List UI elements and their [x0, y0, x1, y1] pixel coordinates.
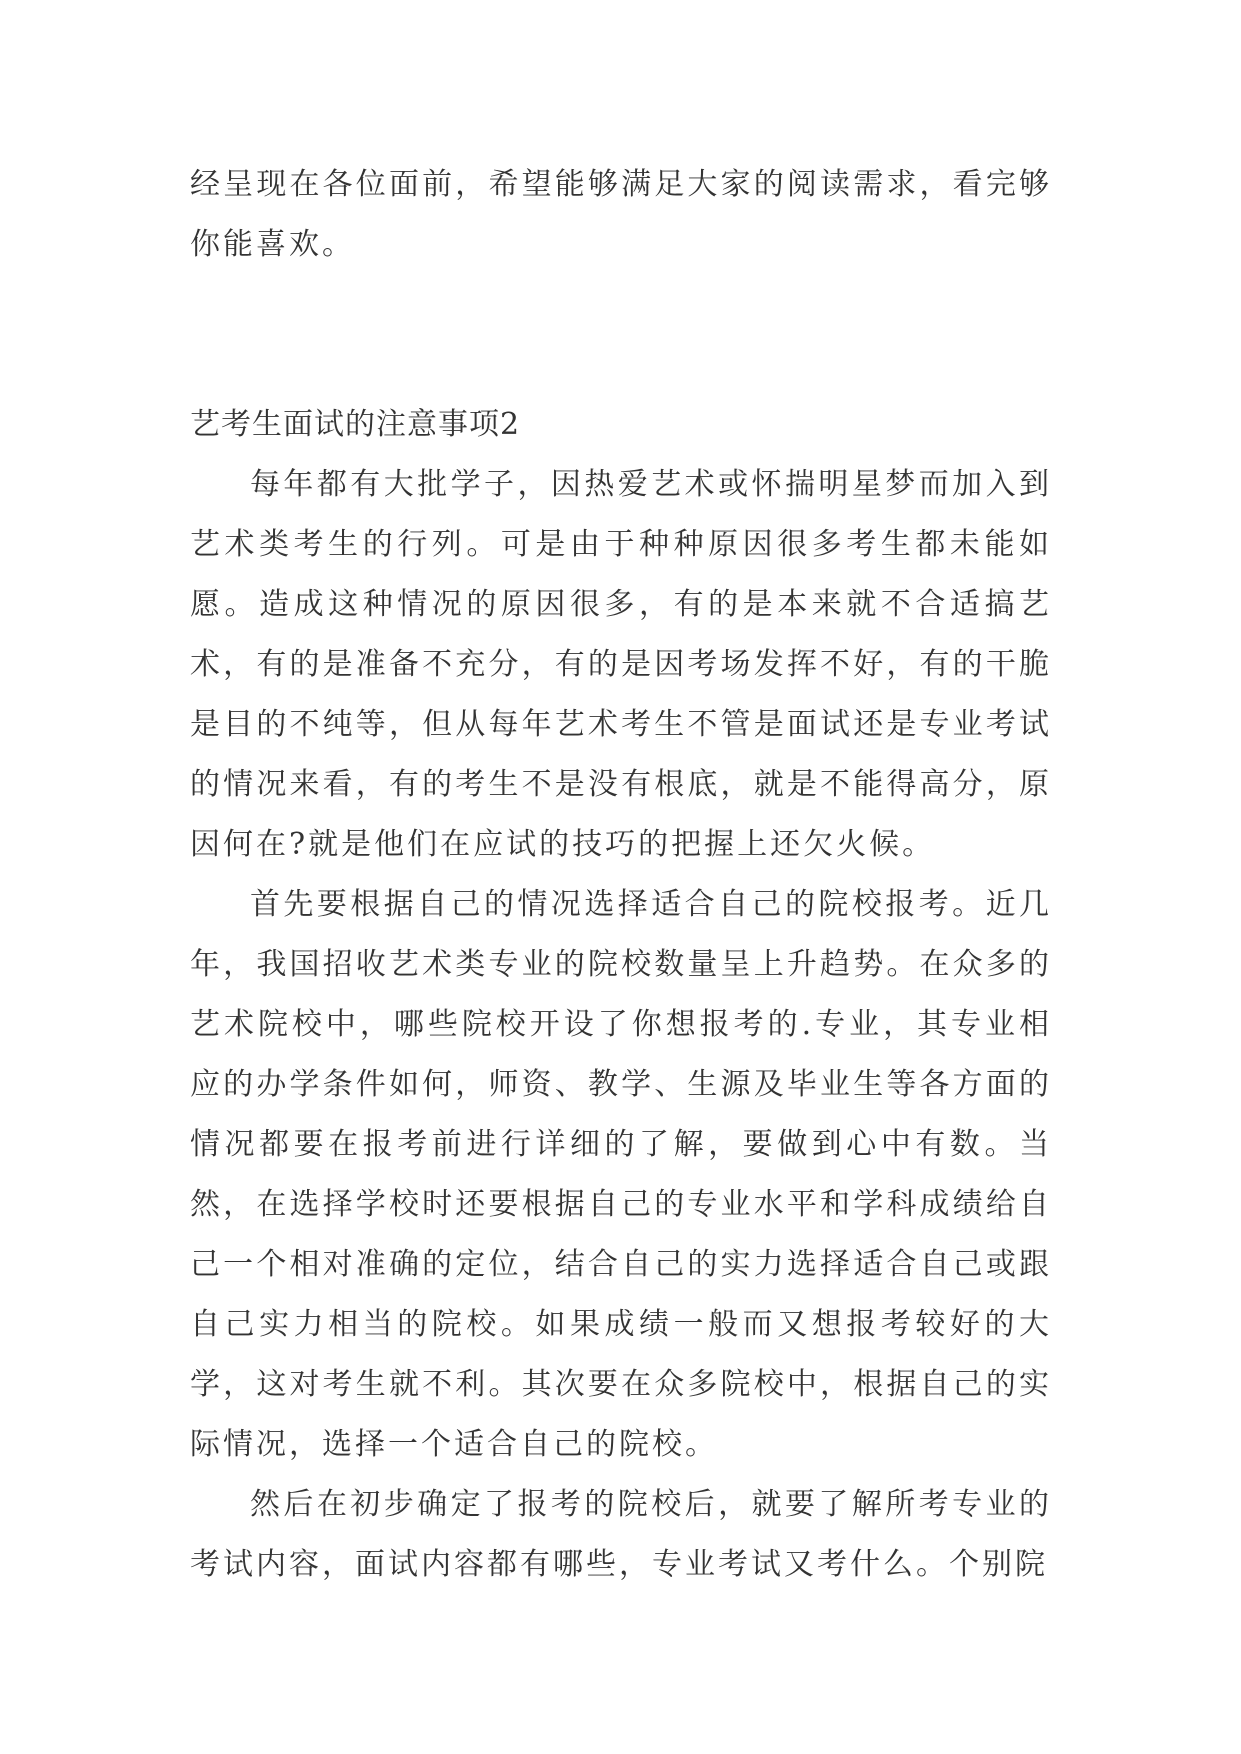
body-paragraph-2: 首先要根据自己的情况选择适合自己的院校报考。近几年，我国招收艺术类专业的院校数量呈上升趋势。在众多的艺术院校中，哪些院校开设了你想报考的.专业，其专业相应的办学条件如何，师资、教学、生源及毕业生等各方面的情况都要在报考前进行详细的了解，要做到心中有数。当然，在选择学校时还要根据自己的专业水平和学科成绩给自己一个相对准确的定位，结合自己的实力选择适合自己或跟自己实力相当的院校。如果成绩一般而又想报考较好的大学，这对考生就不利。其次要在众多院校中，根据自己的实际情况，选择一个适合自己的院校。: [190, 887, 1052, 1462]
document-body: [190, 155, 1052, 1595]
section-title: 艺考生面试的注意事项2: [190, 407, 521, 442]
body-paragraph-3: 然后在初步确定了报考的院校后，就要了解所考专业的考试内容，面试内容都有哪些，专业考试又考什么。个别院: [190, 1487, 1052, 1582]
intro-paragraph: 经呈现在各位面前，希望能够满足大家的阅读需求，看完够你能喜欢。: [190, 167, 1052, 262]
body-paragraph-1: 每年都有大批学子，因热爱艺术或怀揣明星梦而加入到艺术类考生的行列。可是由于种种原因很多考生都未能如愿。造成这种情况的原因很多，有的是本来就不合适搞艺术，有的是准备不充分，有的是因考场发挥不好，有的干脆是目的不纯等，但从每年艺术考生不管是面试还是专业考试的情况来看，有的考生不是没有根底，就是不能得高分，原因何在?就是他们在应试的技巧的把握上还欠火候。: [190, 467, 1052, 862]
